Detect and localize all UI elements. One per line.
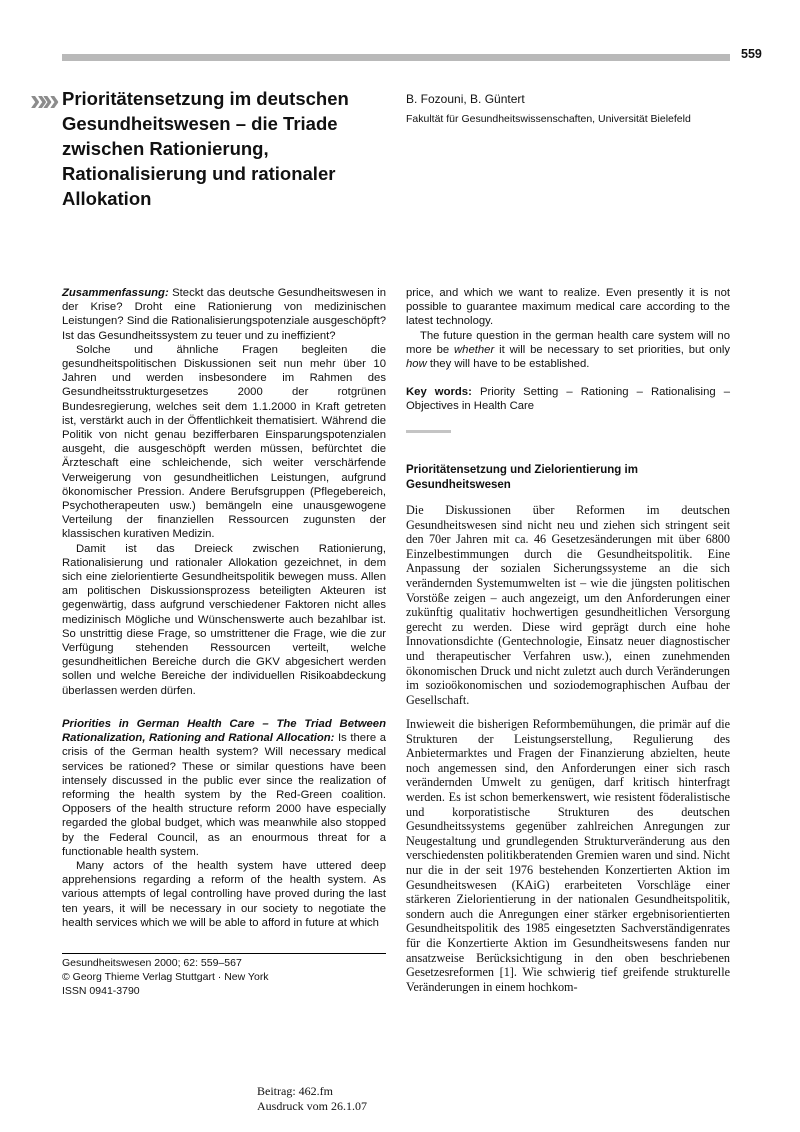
journal-citation: Gesundheitswesen 2000; 62: 559–567 — [62, 957, 242, 969]
publication-info — [62, 956, 269, 998]
abstract-english-label: Priorities in German Health Care – The Triad Between Rationalization, Rationing and Rational Allocation: — [62, 718, 386, 745]
keywords-text: Priority Setting – Rationing – Rationalising – Objectives in Health Care — [406, 386, 730, 413]
abstract-english-p2: Many actors of the health system have uttered deep apprehensions regarding a reform of the health system. As various attempts of legal controlling have proved during the last ten years, it will be necessary in our society to negotiate the health services which we will be able to afford in future at which — [62, 860, 386, 929]
abstract-english-p1: Is there a crisis of the German health system? Will necessary medical services be rationed? These or similar questions have been intensely discussed in the public ever since the realization of reforming the health system by the Red-Green coalition. Opposers of the health structure reform 2000 have especially regarded the global budget, which was meanwhile also stopped by the Federal Council, as an enourmous threat for a functionable health system. — [62, 732, 386, 858]
abstract-german-label: Zusammenfassung: — [62, 287, 169, 299]
abstract-english-p3-whether: whether — [454, 343, 495, 356]
footnote-rule — [62, 953, 386, 954]
article-title: Prioritätensetzung im deutschen Gesundheitswesen – die Triade zwischen Rationierung, Rationalisierung und rationaler Allokation — [62, 88, 349, 209]
abstract-english — [62, 717, 386, 930]
author-affiliation: Fakultät für Gesundheitswissenschaften, Universität Bielefeld — [406, 113, 691, 125]
abstract-german-p2: Solche und ähnliche Fragen begleiten die gesundheitspolitischen Diskussionen seit nun mehr über 10 Jahren und werden insbesondere im Rahmen des Gesundheitsstrukturgesetzes 2000 der rotgrünen Bundesregierung, welches seit dem 1.1.2000 in Kraft getreten ist, verstärkt auch in der Öffentlichkeit thematisiert. Während die Politik von nicht genau bezifferbaren Einsparungspotenzialen ausgeht, die ausgeschöpft werden müssen, befürchtet die Ärzteschaft eine schleichende, sich weiter verschärfende Verweigerung von gesundheitlichen Leistungen, aufgrund ökonomischer Pression. Andere Berufsgruppen (Pflegebereich, Psychotherapeuten usw.) bemängeln eine unausgewogene Verteilung der finanziellen Ressourcen zugunsten der klassischen kurativen Medizin. — [62, 343, 386, 541]
keywords-label: Key words: — [406, 386, 472, 399]
abstract-english-p2-continued: price, and which we want to realize. Even presently it is not possible to guarantee maximum medical care according to the latest technology. — [406, 287, 730, 328]
abstract-english-continued — [406, 286, 730, 414]
section-divider — [406, 430, 451, 433]
abstract-german — [62, 286, 386, 698]
abstract-english-p3-b: it will be necessary to set priorities, but only — [499, 343, 731, 356]
abstract-english-p3-how: how — [406, 358, 427, 371]
file-name: Beitrag: 462.fm — [257, 1084, 333, 1098]
publisher-copyright: © Georg Thieme Verlag Stuttgart · New York — [62, 971, 269, 983]
print-date: Ausdruck vom 26.1.07 — [257, 1098, 367, 1113]
body-paragraph-2: Inwieweit die bisherigen Reformbemühungen, die primär auf die Strukturen der Leistungserstellung, Regulierung des Anbietermarktes und Fragen der Finanzierung abzielten, heute noch angemessen sind, den Anforderungen einer sich rasch verändernden Umwelt zu genügen, darf kritisch hinterfragt werden. Es ist schon bemerkenswert, wie resistent föderalistische und korporatistische Strukturen des deutschen Gesundheitssystems gegenüber zahlreichen Anregungen zur Neugestaltung und grundlegenden Strukturveränderung aus den verschiedensten politikberatenden Gremien waren und sind. Nicht nur die in der seit 1976 bestehenden Konzertierten Aktion im Gesundheitswesen (KAiG) erarbeiteten Vorschläge einer stärkeren Zielorientierung in der nationalen Gesundheitspolitik, sondern auch die Anregungen einer stärker ergebnisorientierten Gesundheitspolitik des 1985 eingesetzten Sachverständigenrates für die Konzertierte Aktion im Gesundheitswesens fanden nur ansatzweise Berücksichtigung in den oben beschriebenen Gesetzesreformen [1]. Wie schwierig tief greifende strukturelle Veränderungen in einem hochkom- — [406, 717, 730, 994]
abstract-english-p3-a: The future question in the german health care system will no more be — [406, 329, 730, 356]
page-number: 559 — [741, 47, 762, 61]
issn: ISSN 0941-3790 — [62, 985, 140, 997]
abstract-german-p3: Damit ist das Dreieck zwischen Rationierung, Rationalisierung und rationaler Allokation gezeichnet, in dem sich eine zielorientierte Gesundheitspolitik bewegen muss. Allen am politischen Diskussionsprozess beteiligten Akteuren ist gegenwärtig, dass aufgrund verschiedener Faktoren nicht alles medizinisch Mögliche und Wünschenswerte auch bezahlbar ist. So unstrittig diese Frage, so umstrittener die Frage, wie die zur Verfügung stehenden Ressourcen verteilt, welche gesundheitlichen Bereiche durch die GKV abgesichert werden sollen und welche Bereiche der individuellen Risikoabdeckung überlassen werden dürfen. — [62, 542, 386, 697]
section-heading: Prioritätensetzung und Zielorientierung im Gesundheitswesen — [406, 464, 638, 491]
print-note — [257, 1084, 367, 1113]
section-marker-icon: »» — [30, 82, 55, 117]
abstract-english-p3-c: they will have to be established. — [429, 358, 590, 371]
abstract-german-p1: Steckt das deutsche Gesundheitswesen in der Krise? Droht eine Rationierung von medizinischen Leistungen? Sind die Rationalisierungspotenziale ausgeschöpft? Ist das Gesundheitssystem zu teuer und zu ineffizient? — [62, 287, 386, 342]
header-rule — [62, 54, 730, 61]
article-authors: B. Fozouni, B. Güntert — [406, 92, 525, 106]
body-paragraph-1: Die Diskussionen über Reformen im deutschen Gesundheitswesen sind nicht neu und ziehen sich stringent seit den 70er Jahren mit ca. 46 Gesetzesänderungen mit über 6800 Einzelbestimmungen durch die Gesundheitspolitik. Eine Anpassung der sozialen Sicherungssysteme an die sich verändernden Systemumwelten ist – wie die jüngsten politischen Vorstöße zeigen – auch angezeigt, um den Anforderungen einer zukünftig qualitativ hochwertigen gesundheitlichen Versorgung gerecht zu werden. Diese wird geprägt durch eine hohe Innovationsdichte (Gentechnologie, Einsatz neuer diagnostischer und therapeutischer Verfahren usw.), einen zunehmenden ökonomischen Druck und nicht zuletzt auch durch Veränderungen im sozioökonomischen und soziodemographischen Aufbau der Gesellschaft. — [406, 503, 730, 707]
